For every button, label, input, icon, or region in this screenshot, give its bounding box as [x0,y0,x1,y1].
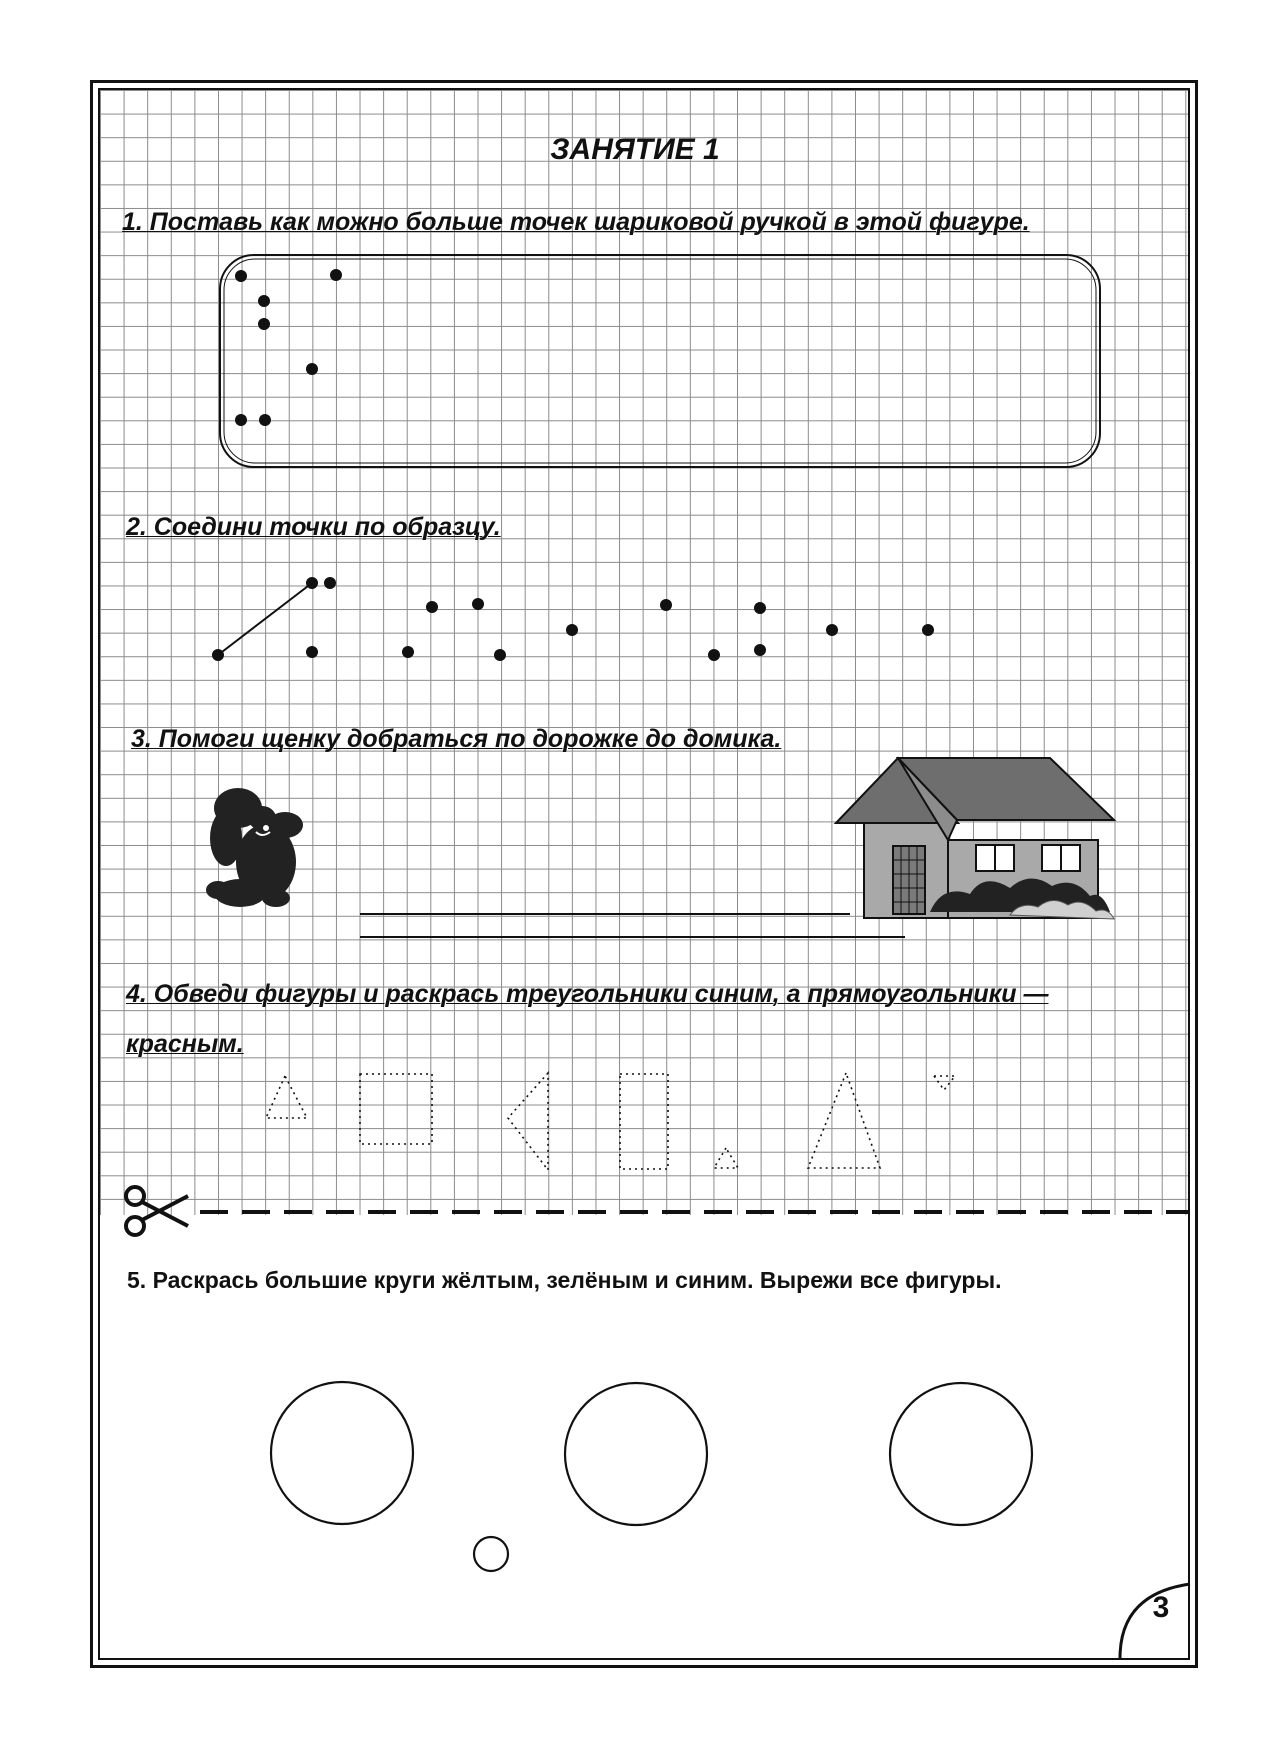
sample-dots [235,269,342,426]
puppy-illustration [206,788,303,907]
task-1-instruction: 1. Поставь как можно больше точек шариковой ручкой в этой фигуре. [122,208,1030,236]
page-number: 3 [1152,1591,1170,1624]
puppy-path [360,914,905,937]
task-4-instruction-continued: красным. [126,1030,244,1058]
task-3-instruction: 3. Помоги щенку добраться по дорожке до домика. [131,725,782,753]
dot-area-shape [220,255,1100,467]
task-4-instruction: 4. Обведи фигуры и раскрась треугольники синим, а прямоугольники — [126,980,1049,1008]
cut-out-circles [271,1382,1032,1571]
task-5-instruction: 5. Раскрась большие круги жёлтым, зелёным и синим. Вырежи все фигуры. [127,1267,1002,1293]
dotted-trace-shapes [266,1073,955,1170]
task-2-instruction: 2. Соедини точки по образцу. [126,513,501,541]
page-title: ЗАНЯТИЕ 1 [550,133,720,166]
scissors-icon [126,1187,188,1235]
connect-dots-pattern [212,577,934,661]
